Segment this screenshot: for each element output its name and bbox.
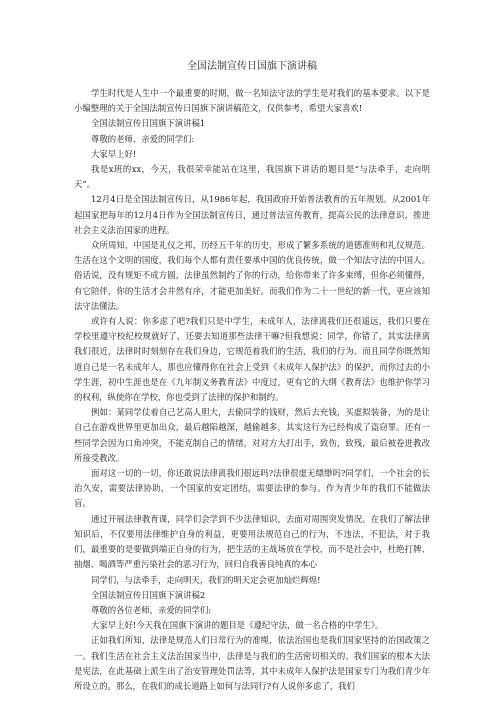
speech-heading-2: 全国法制宣传日国旗下演讲稿2 <box>91 589 206 600</box>
document-body <box>74 86 430 694</box>
paragraph: 我是x班的xx，今天，我很荣幸能站在这里，我国旗下讲话的题目是“与法牵手，走向明天”。 <box>74 164 430 190</box>
salutation: 尊敬的老师、亲爱的同学们: <box>91 133 195 144</box>
greeting: 大家早上好!今天我在国旗下演讲的题目是《遵纪守法，做一名合格的中学生》。 <box>91 620 384 631</box>
paragraph: 12月4日是全国法制宣传日，从1986年起，我国政府开始普法教育的五年规划。从2001年起国家把每年的12月4日作为全国法制宣传日，通过普法宣传教育，提高公民的法律意识，推进社会主义法治国家的进程。 <box>74 194 430 235</box>
speech-heading-1: 全国法制宣传日国旗下演讲稿1 <box>91 118 206 129</box>
paragraph-intro: 学生时代是人生中一个最重要的时期，做一名知法守法的学生是对我们的基本要求。以下是小编整理的关于全国法制宣传日国旗下演讲稿范文，仅供参考，希望大家喜欢! <box>74 88 430 114</box>
document-title: 全国法制宣传日国旗下演讲稿 <box>187 61 317 72</box>
paragraph: 通过开展法律教育课，同学们会学到不少法律知识，去面对周围突发情况。在我们了解法律知识后，不仅要用法律维护自身的利益，更要用法规范自己的行为，不违法，不犯法，对于我们，最重要的是要做到端正自身的行为，把生活的主战场放在学校，而不是社会中，杜绝打牌、抽烟、喝酒等严重污染社会的恶习行为，回归自我善良纯真的本心 <box>74 513 430 570</box>
salutation: 尊敬的各位老师，亲爱的同学们: <box>91 604 212 615</box>
greeting: 大家早上好! <box>91 148 137 159</box>
paragraph: 例如：某同学仗着自己艺高人胆大，去偷同学的钱财，然后去充钱，买虚拟装备，为的是让自己在游戏世界里更加出众，最后越陷越深，越偷越多，其实这行为已经构成了盗窃罪。还有一些同学会因为口角冲突，不能克制自己的情绪，对对方大打出手，致伤，致残，最后被卷进教改所接受教改。 <box>74 407 430 463</box>
paragraph: 或许有人说：你多虑了吧?我们只是中学生，未成年人，法律离我们还很遥远，我们只要在学校里遵守校纪校规就好了，还要去知道那些法律干嘛?但我想说：同学，你错了，其实法律离我们很近，法律时时刻刻存在我们身边，它规范着我们的生活，我们的行为。而且同学你既然知道自己是一名未成年人，那也应懂得你在社会上受到《未成年人保护法》的保护，而你过去的小学生涯，初中生涯也是在《九年制义务教育法》中度过，更有它的大纲《教育法》也维护你学习的权利，纵使你在学校，你也受到了法律的保护和制约。 <box>74 316 430 403</box>
paragraph: 面对这一切的一切，你还敢说法律离我们很远吗?法律很虚无缥缈吗?同学们，一个社会的长治久安，需要法律协助，一个国家的安定团结，需要法律的参与。作为青少年的我们不能做法盲。 <box>74 468 430 509</box>
paragraph: 众所周知，中国是礼仪之邦，历经五千年的历史，形成了繁多系统的道德准则和礼仪规范。生活在这个文明的国度，我们每个人都有责任要承中国的优良传统，做一个知法守法的中国人。俗话说，没有规矩不成方圆，法律虽然制约了你的行动，给你带来了许多束缚，但你必须懂得，有它陪伴，你的生活才会井然有序，才能更加美好。而我们作为二十一世纪的新一代，更应该知法守法懂法。 <box>74 240 430 311</box>
paragraph: 同学们，与法牵手，走向明天，我们的明天定会更加灿烂辉煌! <box>91 574 321 585</box>
paragraph: 正如我们所知，法律是规范人们日常行为的准绳，依法治国也是我们国家坚持的治国政策之一。我们生活在社会主义法治国家当中，法律是与我们的生活密切相关的。我们国家的根本大法是宪法，在此基础上派生出了治安管理处罚法等，其中未成年人保护法是国家专门为我们青少年所设立的。那么，在我们的成长道路上如何与法同行?有人说你多虑了，我们 <box>74 635 430 691</box>
